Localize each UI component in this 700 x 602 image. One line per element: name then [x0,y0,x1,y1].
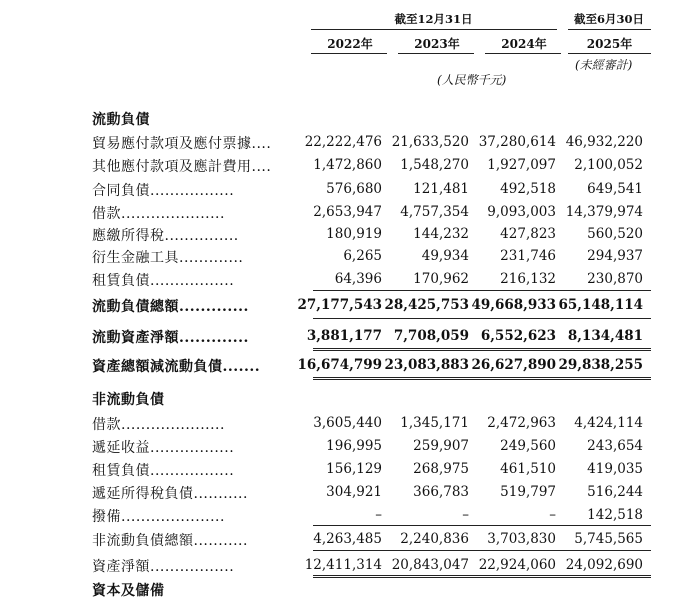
value-cell: 366,783 [413,484,469,500]
value-cell: 46,932,220 [565,134,643,150]
rule-below-current-total [313,318,651,319]
row-label: 貿易應付款項及應付票據.... [92,136,272,152]
table-row [0,460,700,482]
value-cell: 49,668,933 [471,297,556,313]
value-cell: 1,548,270 [400,157,469,173]
table-row [0,247,700,269]
value-cell: 24,092,690 [565,557,643,573]
row-label: 資產總額減流動負債....... [92,359,261,375]
table-row [0,483,700,505]
table-row [0,270,700,292]
value-cell: 461,510 [500,461,556,477]
value-cell: 20,843,047 [391,557,469,573]
value-cell: 22,222,476 [304,134,382,150]
value-cell: 427,823 [500,226,556,242]
row-label: 借款..................... [92,417,225,433]
rule-above-noncurrent-total [313,525,651,526]
year-rule-2023 [398,53,474,54]
year-rule-2022 [311,53,387,54]
table-row [0,180,700,202]
table-row [0,530,700,552]
row-label: 流動資產淨額............. [92,330,249,346]
value-cell: 29,838,255 [558,357,643,373]
value-cell: – [375,507,382,523]
unaudited-note: (未經審計) [575,58,633,72]
value-cell: 259,907 [413,438,469,454]
section-heading-row [0,580,700,602]
section-heading-row [0,109,700,131]
value-cell: 22,924,060 [478,557,556,573]
header-rule-dec31 [311,29,557,30]
period-header-jun30: 截至6月30日 [573,12,644,26]
row-label: 租賃負債................. [92,273,235,289]
value-cell: 3,703,830 [487,531,556,547]
total-row [0,356,700,378]
year-2022: 2022年 [327,37,373,51]
value-cell: 649,541 [587,181,643,197]
value-cell: 156,129 [326,461,382,477]
value-cell: 5,745,565 [574,531,643,547]
value-cell: 216,132 [500,271,556,287]
value-cell: 419,035 [587,461,643,477]
value-cell: 516,244 [587,484,643,500]
value-cell: 12,411,314 [304,557,382,573]
year-2023: 2023年 [414,37,460,51]
value-cell: 3,881,177 [306,328,382,344]
currency-unit: (人民幣千元) [437,73,507,87]
table-row [0,225,700,247]
value-cell: 3,605,440 [313,415,382,431]
value-cell: 2,100,052 [574,157,643,173]
value-cell: 243,654 [587,438,643,454]
value-cell: 304,921 [326,484,382,500]
value-cell: 4,424,114 [574,415,643,431]
value-cell: 230,870 [587,271,643,287]
value-cell: 492,518 [500,181,556,197]
total-row [0,296,700,318]
section-heading: 流動負債 [92,112,150,128]
value-cell: 294,937 [587,248,643,264]
value-cell: 2,653,947 [313,204,382,220]
value-cell: 14,379,974 [565,204,643,220]
row-label: 遞延收益................. [92,440,235,456]
value-cell: 49,934 [421,248,469,264]
period-header-dec31: 截至12月31日 [394,12,473,26]
year-2025: 2025年 [586,37,633,51]
value-cell: – [549,507,556,523]
row-label: 應繳所得稅............... [92,228,239,244]
row-label: 流動負債總額............. [92,299,249,315]
section-heading: 資本及儲備 [92,583,165,599]
value-cell: 231,746 [500,248,556,264]
value-cell: 65,148,114 [558,297,643,313]
value-cell: 21,633,520 [391,134,469,150]
rule-below-net-assets [313,575,651,576]
table-row [0,156,700,178]
value-cell: 26,627,890 [471,357,556,373]
section-heading-row [0,389,700,411]
value-cell: 180,919 [326,226,382,242]
row-label: 撥備..................... [92,509,225,525]
row-label: 資產淨額................. [92,559,235,575]
total-row [0,327,700,349]
value-cell: 144,232 [413,226,469,242]
value-cell: 249,560 [500,438,556,454]
value-cell: 170,962 [413,271,469,287]
value-cell: 576,680 [326,181,382,197]
year-rule-2025 [568,53,651,54]
value-cell: 268,975 [413,461,469,477]
value-cell: 560,520 [587,226,643,242]
value-cell: 6,552,623 [480,328,556,344]
rule-below-total-less-current-double [313,379,651,380]
rule-below-noncurrent-total [313,550,651,551]
row-label: 租賃負債................. [92,463,235,479]
value-cell: 9,093,003 [487,204,556,220]
value-cell: 2,472,963 [487,415,556,431]
value-cell: 4,757,354 [400,204,469,220]
value-cell: 519,797 [500,484,556,500]
value-cell: 23,083,883 [384,357,469,373]
year-2024: 2024年 [501,37,547,51]
rule-below-net-current-double [313,350,651,351]
value-cell: 64,396 [334,271,382,287]
value-cell: 37,280,614 [478,134,556,150]
value-cell: 27,177,543 [297,297,382,313]
row-label: 合同負債................. [92,183,235,199]
value-cell: 1,472,860 [313,157,382,173]
rule-below-net-assets-double [313,577,651,578]
table-row [0,437,700,459]
rule-above-current-total [313,290,651,291]
table-row [0,133,700,155]
value-cell: 196,995 [326,438,382,454]
header-rule-jun30 [568,29,651,30]
value-cell: – [462,507,469,523]
value-cell: 1,927,097 [487,157,556,173]
value-cell: 6,265 [343,248,382,264]
value-cell: 2,240,836 [400,531,469,547]
section-heading: 非流動負債 [92,392,165,408]
value-cell: 8,134,481 [567,328,643,344]
rule-below-total-less-current [313,377,651,378]
row-label: 非流動負債總額........... [92,533,248,549]
value-cell: 1,345,171 [400,415,469,431]
value-cell: 142,518 [587,507,643,523]
value-cell: 121,481 [413,181,469,197]
value-cell: 16,674,799 [297,357,382,373]
row-label: 借款..................... [92,206,225,222]
table-row [0,414,700,436]
value-cell: 7,708,059 [393,328,469,344]
value-cell: 4,263,485 [313,531,382,547]
table-row [0,203,700,225]
year-rule-2024 [485,53,561,54]
rule-below-net-current [313,348,651,349]
row-label: 衍生金融工具............. [92,250,244,266]
row-label: 其他應付款項及應計費用.... [92,159,272,175]
row-label: 遞延所得稅負債........... [92,486,248,502]
value-cell: 28,425,753 [384,297,469,313]
